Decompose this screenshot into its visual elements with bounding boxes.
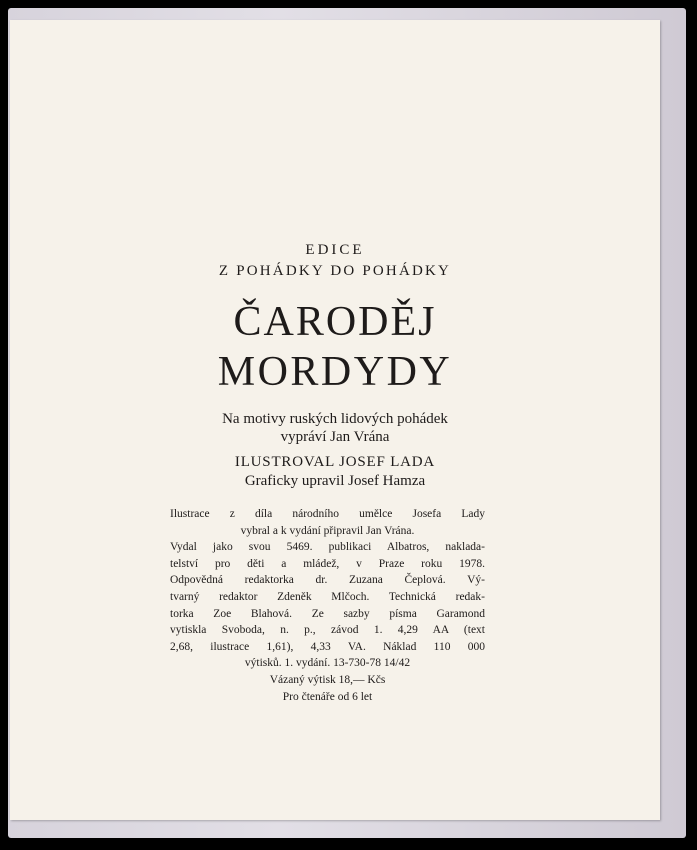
colophon-line: výtisků. 1. vydání. 13-730-78 14/42 bbox=[244, 657, 411, 670]
illustrator-credit: ILUSTROVAL JOSEF LADA bbox=[234, 454, 436, 470]
book-title-line-1: ČARODĚJ bbox=[233, 299, 437, 345]
colophon-line: vybral a k vydání připravil Jan Vrána. bbox=[240, 524, 415, 537]
colophon bbox=[170, 506, 485, 705]
title-page bbox=[10, 20, 660, 820]
colophon-line: telství pro děti a mládež, v Praze roku 1978. bbox=[170, 557, 485, 570]
colophon-line: vytiskla Svoboda, n. p., závod 1. 4,29 AA (text bbox=[170, 624, 485, 637]
colophon-line: Odpovědná redaktorka dr. Zuzana Čeplová. Vý- bbox=[170, 574, 485, 587]
colophon-line: 2,68, ilustrace 1,61), 4,33 VA. Náklad 110 000 bbox=[170, 640, 485, 653]
colophon-line: Pro čtenáře od 6 let bbox=[282, 690, 373, 703]
colophon-line: torka Zoe Blahová. Ze sazby písma Garamond bbox=[170, 607, 485, 620]
colophon-line: Vázaný výtisk 18,— Kčs bbox=[269, 673, 386, 686]
colophon-line: Vydal jako svou 5469. publikaci Albatros, naklada- bbox=[170, 541, 485, 554]
edition-label: EDICE bbox=[305, 242, 365, 258]
subtitle-line-2: vypráví Jan Vrána bbox=[280, 429, 390, 445]
graphic-design-credit: Graficky upravil Josef Hamza bbox=[244, 473, 426, 489]
colophon-line: tvarný redaktor Zdeněk Mlčoch. Technická redak- bbox=[170, 590, 485, 603]
book-title-line-2: MORDYDY bbox=[217, 349, 453, 395]
series-name: Z POHÁDKY DO POHÁDKY bbox=[218, 263, 452, 279]
subtitle-line-1: Na motivy ruských lidových pohádek bbox=[222, 411, 448, 427]
colophon-line: Ilustrace z díla národního umělce Josefa Lady bbox=[170, 508, 485, 520]
